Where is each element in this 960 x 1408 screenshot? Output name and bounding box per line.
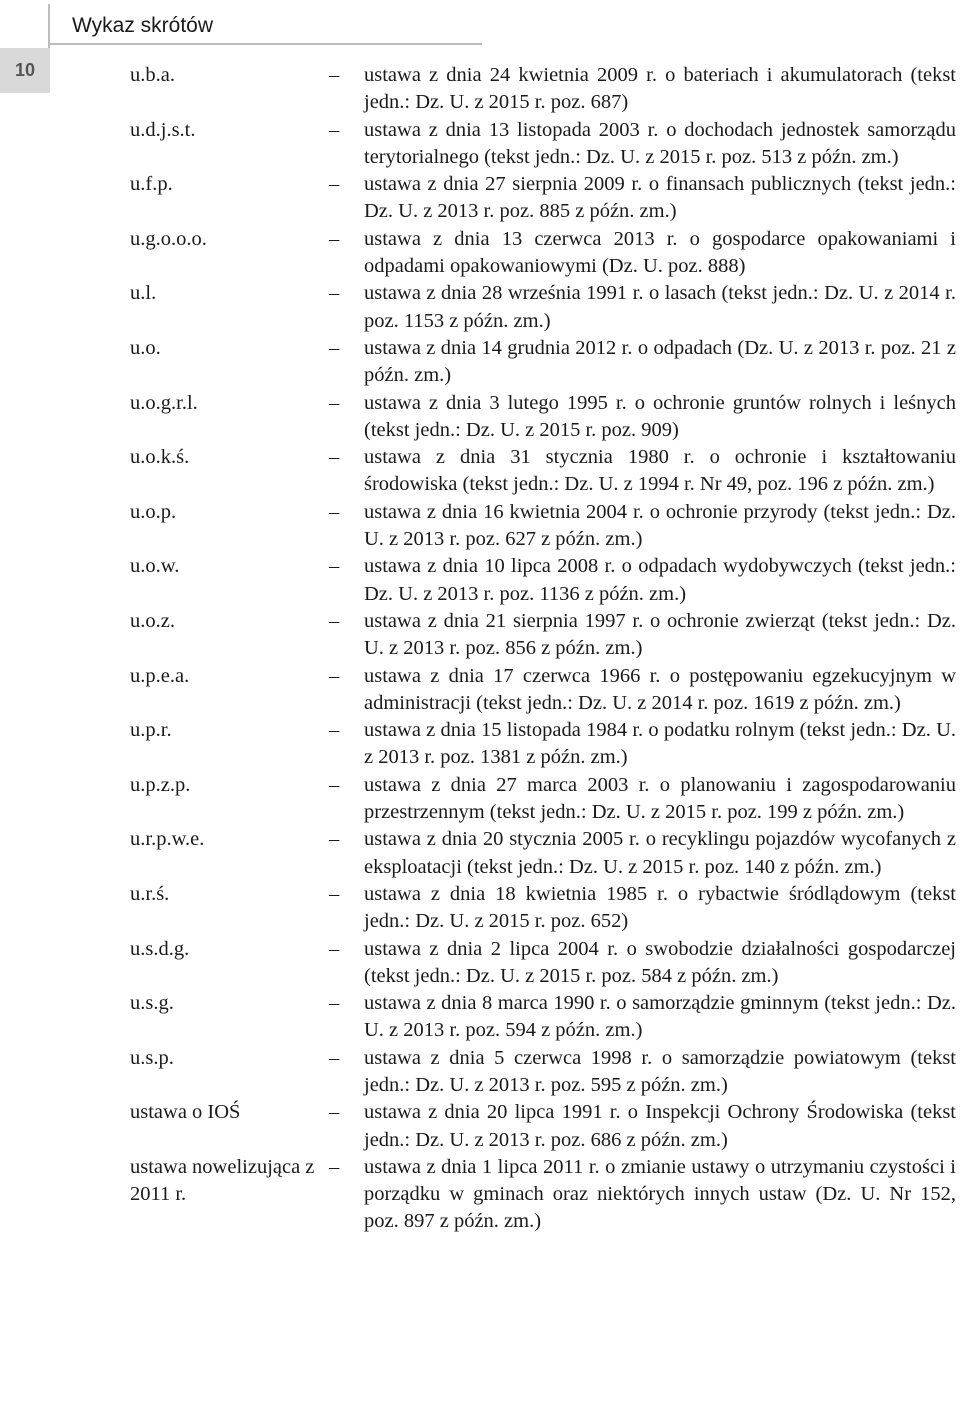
- abbreviation-list: [130, 62, 958, 1236]
- abbreviation-definition: ustawa z dnia 14 grudnia 2012 r. o odpadach (Dz. U. z 2013 r. poz. 21 z późn. zm.): [364, 336, 956, 387]
- abbreviation-entry: [130, 717, 958, 772]
- abbreviation-entry: [130, 936, 958, 991]
- entry-dash: –: [329, 118, 340, 141]
- abbreviation-definition: ustawa z dnia 28 września 1991 r. o lasach (tekst jedn.: Dz. U. z 2014 r. poz. 1153 z późn. zm.): [364, 282, 956, 332]
- entry-dash: –: [329, 1046, 340, 1069]
- entry-dash: –: [329, 227, 340, 250]
- abbreviation-entry: [130, 663, 958, 718]
- abbreviation-term: u.s.g.: [130, 992, 174, 1015]
- abbreviation-term: u.o.g.r.l.: [130, 391, 198, 414]
- abbreviation-term: u.b.a.: [130, 64, 175, 86]
- abbreviation-definition: ustawa z dnia 17 czerwca 1966 r. o postępowaniu egzekucyjnym w administracji (tekst jedn.: Dz. U. z 2014 r. poz. 1619 z późn. zm.): [364, 664, 956, 714]
- abbreviation-entry: [130, 1099, 958, 1154]
- abbreviation-term: ustawa o IOŚ: [130, 1101, 241, 1124]
- entry-dash: –: [329, 336, 340, 359]
- entry-dash: –: [329, 664, 340, 687]
- abbreviation-definition: ustawa z dnia 13 listopada 2003 r. o dochodach jednostek samorządu terytorialnego (tekst jedn.: Dz. U. z 2015 r. poz. 513 z późn. zm.): [364, 118, 956, 168]
- abbreviation-definition: ustawa z dnia 21 sierpnia 1997 r. o ochronie zwierząt (tekst jedn.: Dz. U. z 2013 r. poz. 856 z późn. zm.): [364, 609, 956, 660]
- abbreviation-entry: [130, 444, 958, 499]
- abbreviation-definition: ustawa z dnia 10 lipca 2008 r. o odpadach wydobywczych (tekst jedn.: Dz. U. z 2013 r. poz. 1136 z późn. zm.): [364, 555, 956, 605]
- abbreviation-entry: [130, 1154, 958, 1236]
- abbreviation-entry: [130, 772, 958, 827]
- header-vertical-rule: [48, 4, 50, 48]
- abbreviation-entry: [130, 1045, 958, 1100]
- abbreviation-term: u.o.p.: [130, 500, 177, 523]
- abbreviation-term: ustawa nowelizująca z 2011 r.: [130, 1155, 315, 1206]
- entry-dash: –: [329, 173, 340, 196]
- abbreviation-definition: ustawa z dnia 18 kwietnia 1985 r. o rybactwie śródlądowym (tekst jedn.: Dz. U. z 2015 r. poz. 652): [364, 882, 956, 933]
- running-header-title: Wykaz skrótów: [72, 14, 214, 37]
- abbreviation-definition: ustawa z dnia 27 marca 2003 r. o planowaniu i zagospodarowaniu przestrzennym (tekst jedn.: Dz. U. z 2015 r. poz. 199 z późn. zm.): [364, 773, 956, 824]
- entry-dash: –: [329, 391, 340, 414]
- entry-dash: –: [329, 773, 340, 796]
- abbreviation-definition: ustawa z dnia 8 marca 1990 r. o samorządzie gminnym (tekst jedn.: Dz. U. z 2013 r. poz. 594 z późn. zm.): [364, 992, 956, 1042]
- abbreviation-term: u.r.p.w.e.: [130, 828, 205, 851]
- abbreviation-definition: ustawa z dnia 16 kwietnia 2004 r. o ochronie przyrody (tekst jedn.: Dz. U. z 2013 r. poz. 627 z późn. zm.): [364, 500, 956, 551]
- abbreviation-definition: ustawa z dnia 20 lipca 1991 r. o Inspekcji Ochrony Środowiska (tekst jedn.: Dz. U. z 2013 r. poz. 686 z późn. zm.): [364, 1101, 956, 1151]
- abbreviation-term: u.p.z.p.: [130, 773, 191, 796]
- abbreviation-term: u.d.j.s.t.: [130, 118, 196, 141]
- abbreviation-term: u.o.w.: [130, 555, 180, 578]
- abbreviation-term: u.f.p.: [130, 173, 173, 196]
- abbreviation-definition: ustawa z dnia 3 lutego 1995 r. o ochronie gruntów rolnych i leśnych (tekst jedn.: Dz. U. z 2015 r. poz. 909): [364, 391, 956, 441]
- abbreviation-term: u.p.e.a.: [130, 664, 190, 687]
- entry-dash: –: [329, 446, 340, 469]
- abbreviation-definition: ustawa z dnia 5 czerwca 1998 r. o samorządzie powiatowym (tekst jedn.: Dz. U. z 2013 r. poz. 595 z późn. zm.): [364, 1046, 956, 1096]
- abbreviation-entry: [130, 881, 958, 936]
- abbreviation-entry: [130, 335, 958, 390]
- abbreviation-term: u.o.k.ś.: [130, 446, 190, 469]
- entry-dash: –: [329, 555, 340, 578]
- entry-dash: –: [329, 992, 340, 1015]
- abbreviation-term: u.g.o.o.o.: [130, 227, 207, 250]
- entry-dash: –: [329, 1101, 340, 1124]
- entry-dash: –: [329, 719, 340, 742]
- abbreviation-entry: [130, 499, 958, 554]
- abbreviation-entry: [130, 553, 958, 608]
- abbreviation-entry: [130, 171, 958, 226]
- entry-dash: –: [329, 609, 340, 632]
- entry-dash: –: [329, 282, 340, 305]
- entry-dash: –: [329, 937, 340, 960]
- abbreviation-entry: [130, 990, 958, 1045]
- abbreviation-entry: [130, 390, 958, 445]
- entry-dash: –: [329, 1155, 340, 1178]
- abbreviation-definition: ustawa z dnia 31 stycznia 1980 r. o ochronie i kształtowaniu środowiska (tekst jedn.: Dz. U. z 1994 r. Nr 49, poz. 196 z późn. zm.): [364, 446, 956, 496]
- abbreviation-term: u.l.: [130, 282, 157, 305]
- abbreviation-definition: ustawa z dnia 2 lipca 2004 r. o swobodzie działalności gospodarczej (tekst jedn.: Dz. U. z 2015 r. poz. 584 z późn. zm.): [364, 937, 956, 987]
- entry-dash: –: [329, 500, 340, 523]
- entry-dash: –: [329, 882, 340, 905]
- abbreviation-entry: [130, 826, 958, 881]
- abbreviation-entry: [130, 608, 958, 663]
- abbreviation-entry: [130, 62, 958, 117]
- abbreviation-definition: ustawa z dnia 27 sierpnia 2009 r. o finansach publicznych (tekst jedn.: Dz. U. z 2013 r. poz. 885 z późn. zm.): [364, 173, 956, 223]
- abbreviation-definition: ustawa z dnia 1 lipca 2011 r. o zmianie ustawy o utrzymaniu czystości i porządku w gminach oraz niektórych innych ustaw (Dz. U. Nr 152, poz. 897 z późn. zm.): [364, 1155, 956, 1233]
- abbreviation-term: u.s.d.g.: [130, 937, 190, 960]
- abbreviation-term: u.r.ś.: [130, 882, 170, 905]
- abbreviation-term: u.o.z.: [130, 609, 175, 632]
- abbreviation-term: u.p.r.: [130, 719, 172, 742]
- entry-dash: –: [329, 828, 340, 851]
- abbreviation-entry: [130, 280, 958, 335]
- abbreviation-term: u.o.: [130, 336, 161, 359]
- abbreviation-term: u.s.p.: [130, 1046, 174, 1069]
- abbreviation-entry: [130, 226, 958, 281]
- abbreviation-definition: ustawa z dnia 24 kwietnia 2009 r. o bateriach i akumulatorach (tekst jedn.: Dz. U. z 2015 r. poz. 687): [364, 64, 956, 114]
- abbreviation-definition: ustawa z dnia 13 czerwca 2013 r. o gospodarce opakowaniami i odpadami opakowaniowymi (Dz. U. poz. 888): [364, 227, 956, 278]
- entry-dash: –: [329, 64, 340, 86]
- abbreviation-definition: ustawa z dnia 15 listopada 1984 r. o podatku rolnym (tekst jedn.: Dz. U. z 2013 r. poz. 1381 z późn. zm.): [364, 719, 956, 769]
- abbreviation-definition: ustawa z dnia 20 stycznia 2005 r. o recyklingu pojazdów wycofanych z eksploatacji (tekst jedn.: Dz. U. z 2015 r. poz. 140 z późn. zm.): [364, 828, 956, 878]
- header-horizontal-rule: [50, 43, 482, 45]
- page-number: 10: [14, 60, 36, 80]
- abbreviation-entry: [130, 117, 958, 172]
